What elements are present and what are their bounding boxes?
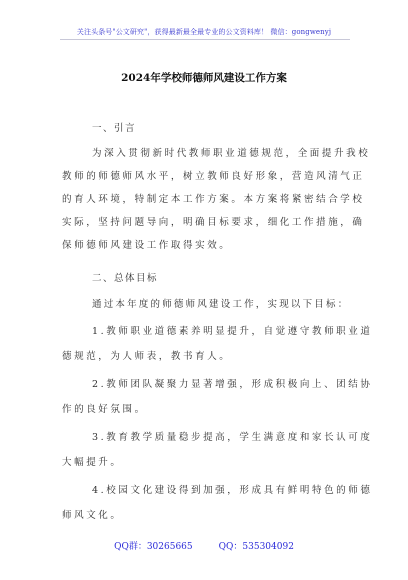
document-title: 2024年学校师德师风建设工作方案 (121, 72, 287, 84)
footer-qq-group: QQ群：30265665 (114, 542, 193, 552)
goal-item: 4.校园文化建设得到加强，形成具有鲜明特色的师德 (92, 485, 373, 496)
goal-item: 3.教育教学质量稳步提高，学生满意度和家长认可度 (92, 432, 373, 443)
goal-item: 1.教师职业道德素养明显提升，自觉遵守教师职业道 (92, 326, 373, 337)
header-divider (60, 39, 350, 40)
goal-item-continued: 师风文化。 (62, 510, 123, 521)
paragraph-line: 的育人环境，特制定本工作方案。本方案将紧密结合学校 (62, 194, 365, 205)
paragraph-line: 保师德师风建设工作取得实效。 (62, 240, 232, 251)
paragraph-line: 教师的师德师风水平，树立教师良好形象，营造风清气正 (62, 171, 365, 182)
goal-item-continued: 大幅提升。 (62, 457, 123, 468)
goal-item-continued: 德规范，为人师表，教书育人。 (62, 351, 232, 362)
section-heading-introduction: 一、引言 (92, 123, 137, 134)
paragraph-line: 实际，坚持问题导向，明确目标要求，细化工作措施，确 (62, 217, 365, 228)
footer-contact (0, 539, 408, 552)
goal-item: 2.教师团队凝聚力显著增强，形成积极向上、团结协 (92, 379, 373, 390)
paragraph-line: 通过本年度的师德师风建设工作，实现以下目标： (92, 299, 350, 310)
footer-qq-number: QQ：535304092 (218, 542, 294, 552)
section-heading-overall-goals: 二、总体目标 (92, 273, 159, 284)
paragraph-line: 为深入贯彻新时代教师职业道德规范，全面提升我校 (92, 148, 371, 159)
goal-item-continued: 作的良好氛围。 (62, 404, 147, 415)
header-banner: 关注头条号"公文研究"，获得最新最全最专业的公文资料库！ 微信：gongwenyj (76, 28, 332, 36)
